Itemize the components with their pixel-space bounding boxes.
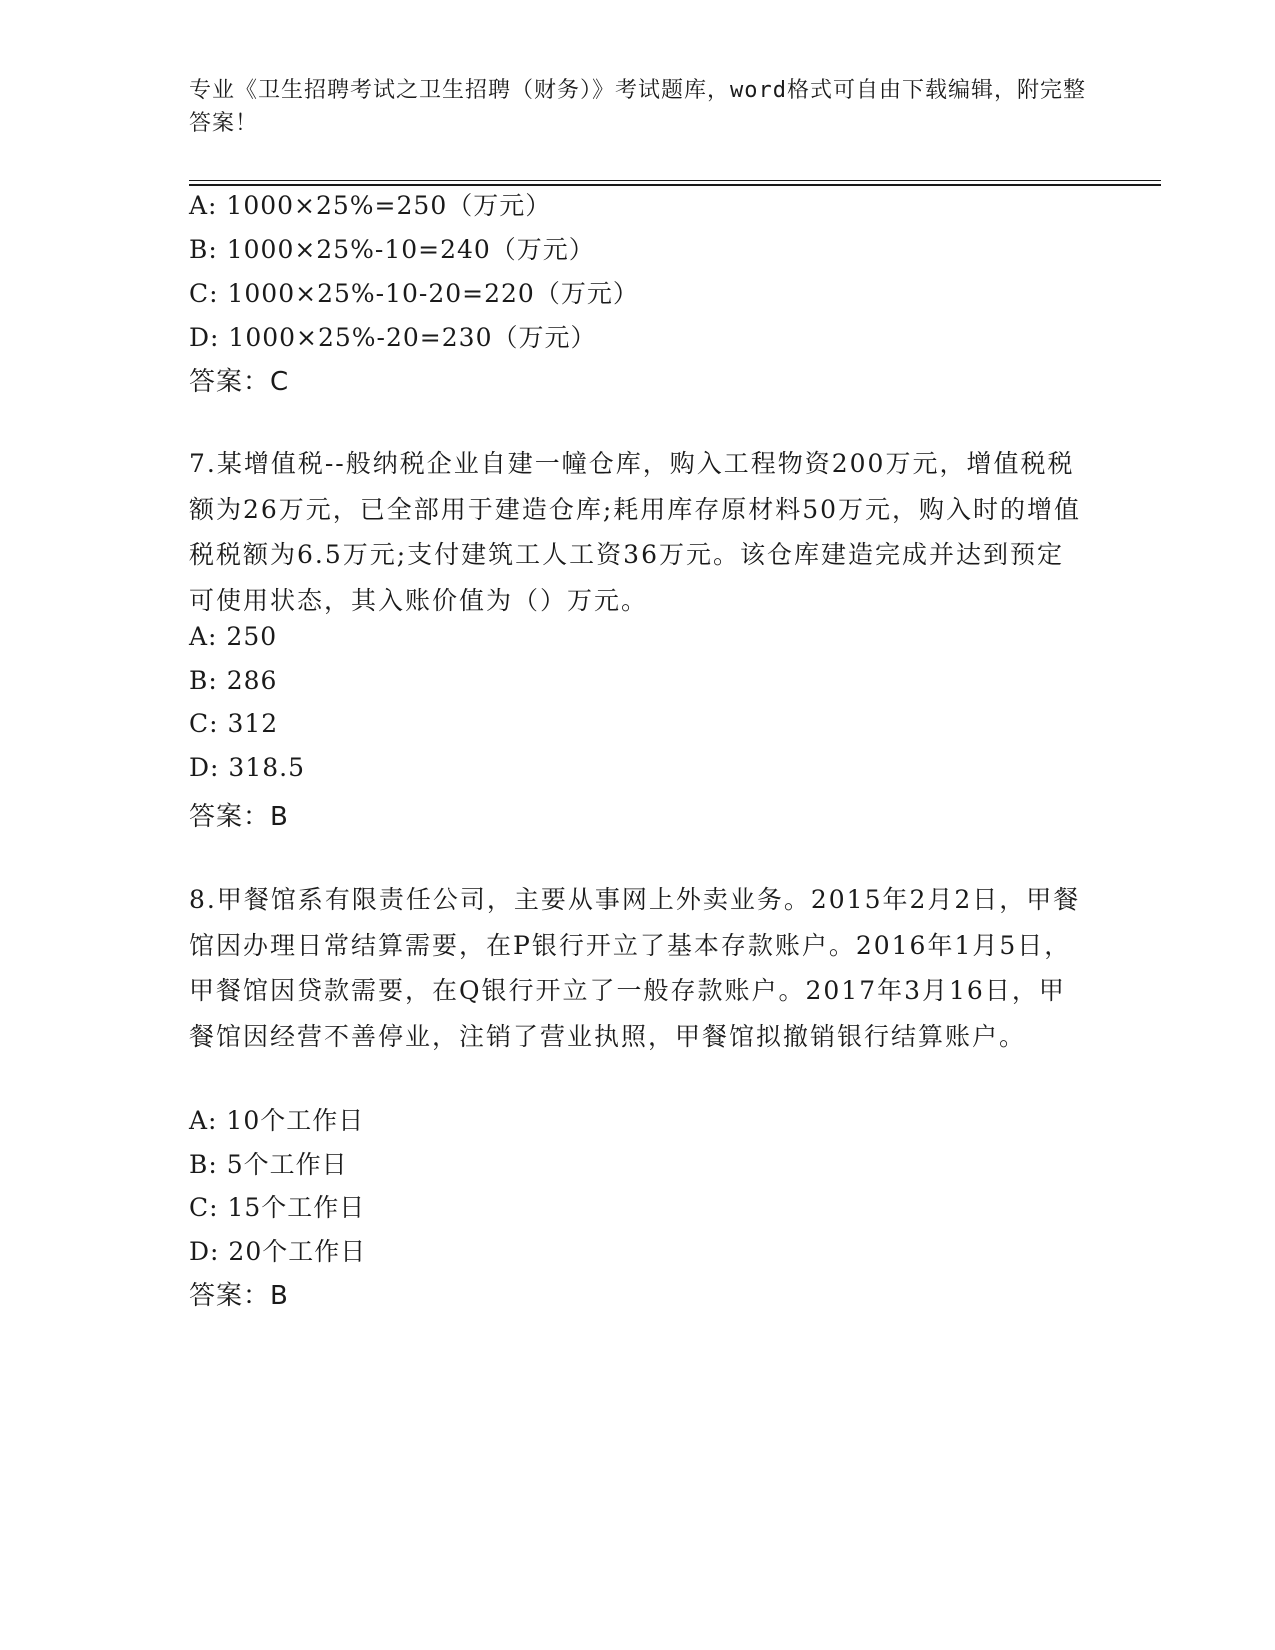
header-divider-thin [189, 180, 1161, 181]
q8-option-b: B: 5个工作日 [189, 1150, 348, 1179]
q8-option-d: D: 20个工作日 [189, 1237, 367, 1266]
q7-option-a: A: 250 [189, 622, 278, 651]
q6-answer: 答案：C [189, 367, 290, 397]
q8-option-c: C: 15个工作日 [189, 1193, 366, 1222]
q7-answer: 答案：B [189, 802, 289, 832]
q8-option-a: A: 10个工作日 [189, 1106, 365, 1135]
q6-option-d: D: 1000×25%-20=230（万元） [189, 323, 597, 352]
q6-option-c: C: 1000×25%-10-20=220（万元） [189, 279, 639, 308]
q7-option-b: B: 286 [189, 666, 278, 695]
q8-stem: 8.甲餐馆系有限责任公司，主要从事网上外卖业务。2015年2月2日，甲餐馆因办理日常结算需要，在P银行开立了基本存款账户。2016年1月5日，甲餐馆因贷款需要，在Q银行开立了一般存款账户。2017年3月16日，甲餐馆因经营不善停业，注销了营业执照，甲餐馆拟撤销银行结算账户。 [189, 885, 1081, 1051]
q7-stem: 7.某增值税--般纳税企业自建一幢仓库，购入工程物资200万元，增值税税额为26万元，已全部用于建造仓库;耗用库存原材料50万元，购入时的增值税税额为6.5万元;支付建筑工人工资36万元。该仓库建造完成并达到预定可使用状态，其入账价值为（）万元。 [189, 449, 1082, 615]
q6-option-a: A: 1000×25%=250（万元） [189, 191, 552, 220]
q7-option-d: D: 318.5 [189, 753, 305, 782]
q6-option-b: B: 1000×25%-10=240（万元） [189, 235, 595, 264]
q7-option-c: C: 312 [189, 709, 279, 738]
q8-answer: 答案：B [189, 1281, 289, 1311]
document-header: 专业《卫生招聘考试之卫生招聘（财务）》考试题库，word格式可自由下载编辑，附完整答案！ [189, 78, 1086, 136]
